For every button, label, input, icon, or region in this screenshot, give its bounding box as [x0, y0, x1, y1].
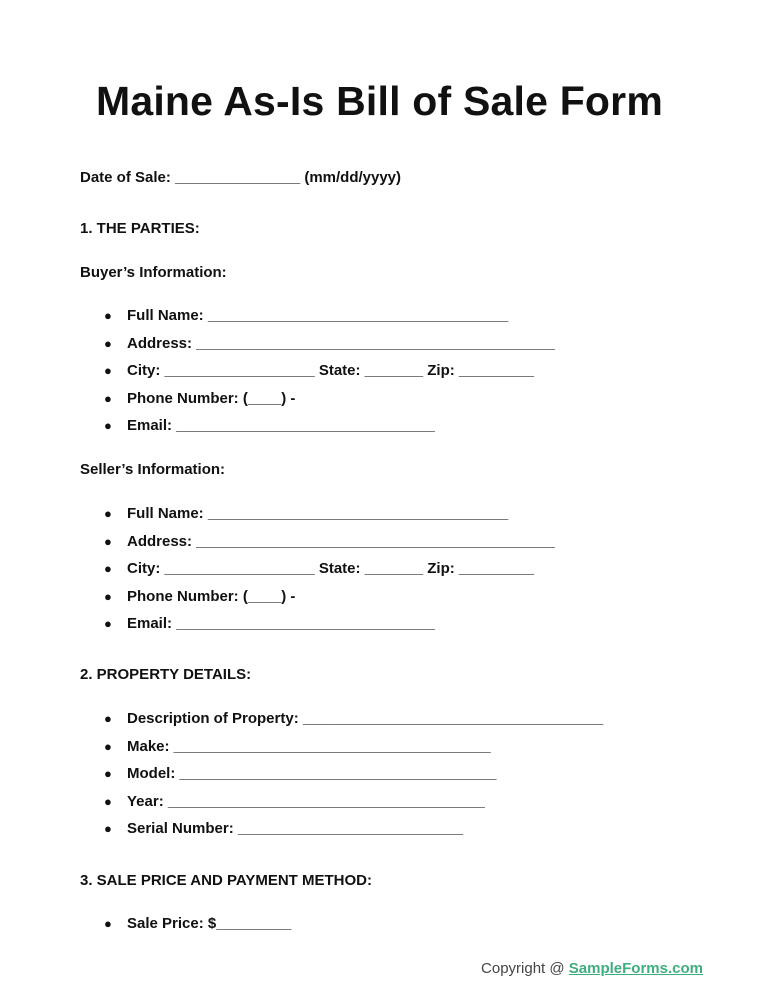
sale-price-list	[0, 915, 291, 943]
bullet-icon: ●	[104, 533, 112, 549]
copyright-footer	[481, 960, 703, 977]
bullet-icon: ●	[104, 418, 112, 433]
list-item-text: Address: ___________________________________________	[127, 532, 555, 550]
bullet-icon: ●	[104, 363, 112, 378]
bullet-icon: ●	[104, 308, 112, 323]
property-details-list	[0, 710, 603, 848]
seller-phone-field	[0, 588, 555, 616]
seller-email-field	[0, 615, 555, 643]
sale-price-field	[0, 915, 291, 943]
seller-full-name-field	[0, 505, 555, 533]
section-property-heading: 2. PROPERTY DETAILS:	[80, 666, 252, 683]
list-item-text: Email: _______________________________	[127, 615, 435, 632]
bullet-icon: ●	[104, 793, 112, 809]
bullet-icon: ●	[104, 506, 112, 521]
brand-link[interactable]: SampleForms.com	[568, 960, 703, 977]
page-title: Maine As-Is Bill of Sale Form	[95, 78, 663, 124]
date-of-sale-field: Date of Sale: _______________ (mm/dd/yyyy)	[80, 169, 402, 186]
buyer-address-field	[0, 335, 555, 363]
list-item-text: City: __________________ State: _______ Zip: _________	[127, 560, 534, 577]
section-parties-heading: 1. THE PARTIES:	[80, 220, 200, 237]
seller-info-heading: Seller’s Information:	[80, 461, 226, 478]
list-item-text: Make: ______________________________________	[127, 737, 491, 755]
list-item-text: Full Name: ____________________________________	[127, 505, 509, 522]
buyer-city-state-zip-field	[0, 362, 555, 390]
bullet-icon: ●	[104, 916, 112, 931]
list-item-text: Year: ______________________________________	[127, 792, 485, 810]
section-sale-price-heading: 3. SALE PRICE AND PAYMENT METHOD:	[80, 872, 372, 889]
property-model-field	[0, 765, 603, 793]
bullet-icon: ●	[104, 738, 112, 754]
list-item-text: Full Name: ____________________________________	[127, 307, 509, 324]
buyer-full-name-field	[0, 307, 555, 335]
list-item-text: Description of Property: ____________________________________	[127, 710, 604, 727]
bullet-icon: ●	[104, 616, 112, 631]
list-item-text: Email: _______________________________	[127, 417, 435, 434]
seller-city-state-zip-field	[0, 560, 555, 588]
property-description-field	[0, 710, 603, 738]
bullet-icon: ●	[104, 821, 112, 836]
property-make-field	[0, 738, 603, 766]
list-item-text: City: __________________ State: _______ Zip: _________	[127, 362, 534, 379]
bullet-icon: ●	[104, 561, 112, 576]
property-serial-number-field	[0, 820, 603, 848]
seller-info-list	[0, 505, 555, 643]
bullet-icon: ●	[104, 766, 112, 781]
list-item-text: Address: ___________________________________________	[127, 334, 555, 352]
list-item-text: Model: ______________________________________	[127, 765, 497, 782]
list-item-text: Phone Number: (____) -	[127, 587, 296, 605]
bullet-icon: ●	[104, 588, 112, 604]
buyer-info-list	[0, 307, 555, 445]
seller-address-field	[0, 533, 555, 561]
bullet-icon: ●	[104, 711, 112, 726]
list-item-text: Sale Price: $_________	[127, 915, 292, 932]
buyer-info-heading: Buyer’s Information:	[80, 264, 227, 281]
copyright-text: Copyright @	[481, 960, 569, 977]
buyer-email-field	[0, 417, 555, 445]
list-item-text: Phone Number: (____) -	[127, 389, 296, 407]
buyer-phone-field	[0, 390, 555, 418]
list-item-text: Serial Number: ___________________________	[127, 820, 464, 837]
bullet-icon: ●	[104, 335, 112, 351]
property-year-field	[0, 793, 603, 821]
bullet-icon: ●	[104, 390, 112, 406]
